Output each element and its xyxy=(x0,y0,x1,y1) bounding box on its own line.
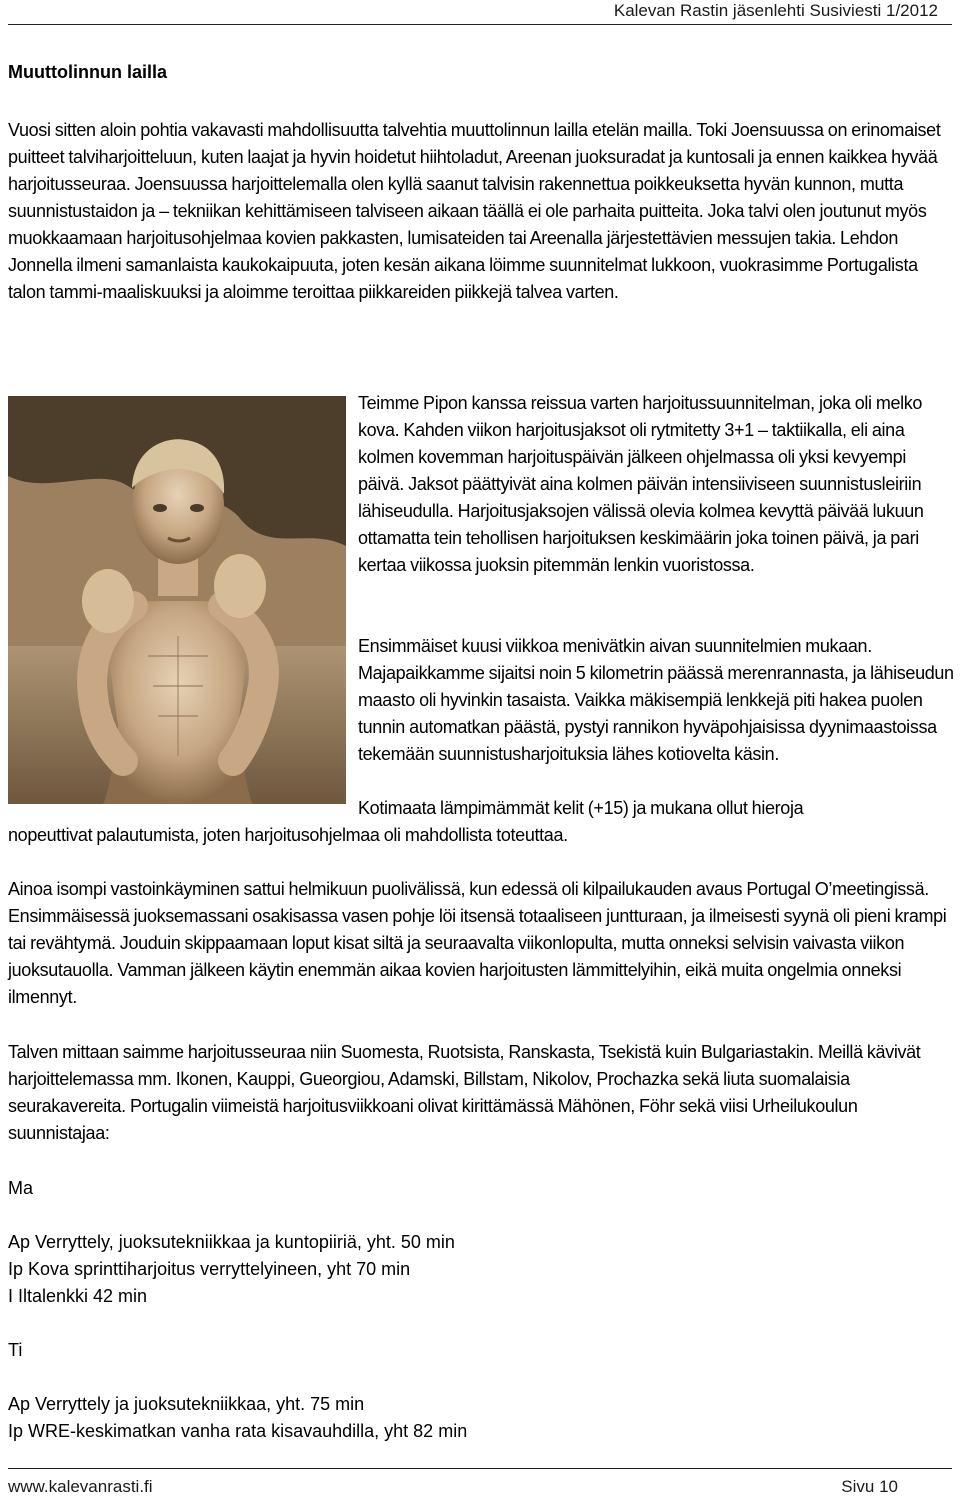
paragraph-first-weeks: Ensimmäiset kuusi viikkoa menivätkin aivan suunnitelmien mukaan. Majapaikkamme sijaitsi noin 5 kilometrin päässä merenrannasta, ja lähiseudun maasto oli hyvinkin tasaista. Vaikka mäkisempiä lenkkejä piti hakea puolen tunnin automatkan päästä, pystyi rannikon hyväpohjaisissa dyynimaastoissa tekemään suunnistusharjoituksia lähes kotiovelta käsin. xyxy=(358,636,954,764)
schedule-entry: Ip WRE-keskimatkan vanha rata kisavauhdilla, yht 82 min xyxy=(8,1421,468,1441)
paragraph-recovery-line: nopeuttivat palautumista, joten harjoitusohjelmaa oli mahdollista toteuttaa. xyxy=(8,825,568,845)
schedule-entry: I Iltalenkki 42 min xyxy=(8,1286,148,1306)
page-number: Sivu 10 xyxy=(841,1477,898,1496)
schedule-entry: Ap Verryttely ja juoksutekniikkaa, yht. 75 min xyxy=(8,1394,365,1414)
magazine-title: Kalevan Rastin jäsenlehti Susiviesti 1/2012 xyxy=(613,1,938,20)
schedule-entry: Ap Verryttely, juoksutekniikkaa ja kuntopiiriä, yht. 50 min xyxy=(8,1232,455,1252)
article-title: Muuttolinnun lailla xyxy=(8,62,167,82)
footer-divider xyxy=(8,1468,952,1469)
paragraph-training-partners: Talven mittaan saimme harjoitusseuraa niin Suomesta, Ruotsista, Ranskasta, Tsekistä kuin Bulgariastakin. Meillä kävivät harjoittelemassa mm. Ikonen, Kauppi, Gueorgiou, Adamski, Billstam, Nikolov, Prochazka sekä liuta suomalaisia seurakavereita. Portugalin viimeistä harjoitusviikkoani olivat kirittämässä Mähönen, Föhr sekä viisi Urheilukoulun suunnistajaa: xyxy=(8,1042,921,1143)
footer-website-link[interactable]: www.kalevanrasti.fi xyxy=(8,1477,153,1496)
schedule-entry: Ip Kova sprinttiharjoitus verryttelyineen, yht 70 min xyxy=(8,1259,411,1279)
paragraph-injury: Ainoa isompi vastoinkäyminen sattui helmikuun puolivälissä, kun edessä oli kilpailukauden avaus Portugal O’meetingissä. Ensimmäisessä juoksemassani osakisassa vasen pohje löi itsensä totaaliseen juntturaan, ja ilmeisesti syynä oli pieni krampi tai revähtymä. Jouduin skippaamaan loput kisat siltä ja seuraavalta viikonlopulta, mutta onneksi selvisin vaivasta viikon juoksutauolla. Vamman jälkeen käytin enemmän aikaa kovien harjoitusten lämmittelyihin, eikä muita ongelmia onneksi ilmennyt. xyxy=(8,879,947,1007)
paragraph-climate-line: Kotimaata lämpimämmät kelit (+15) ja mukana ollut hieroja xyxy=(358,798,804,818)
paragraph-training-plan: Teimme Pipon kanssa reissua varten harjoitussuunnitelman, joka oli melko kova. Kahden viikon harjoitusjaksot oli rytmitetty 3+1 – taktiikalla, eli aina kolmen kovemman harjoituspäivän jälkeen ohjelmassa oli yksi kevyempi päivä. Jaksot päättyivät aina kolmen päivän intensiiviseen suunnistusleiriin lähiseudulla. Harjoitusjaksojen välissä olevia kolmea kevyttä päivää lukuun ottamatta tein tehollisen harjoituksen keskimäärin joka toinen päivä, ja pari kertaa viikossa juoksin pitemmän lenkin vuoristossa. xyxy=(358,393,924,575)
schedule-day-tuesday: Ti xyxy=(8,1340,23,1360)
schedule-day-monday: Ma xyxy=(8,1178,34,1198)
athlete-photo xyxy=(8,396,346,804)
paragraph-intro: Vuosi sitten aloin pohtia vakavasti mahdollisuutta talvehtia muuttolinnun lailla etelän mailla. Toki Joensuussa on erinomaiset puitteet talviharjoitteluun, kuten laajat ja hyvin hoidetut hiihtoladut, Areenan juoksuradat ja kuntosali ja ennen kaikkea hyvää harjoitusseuraa. Joensuussa harjoittelemalla olen kyllä saanut talvisin rakennettua poikkeuksetta hyvän kunnon, mutta suunnistustaidon ja – tekniikan kehittämiseen talviseen aikaan täällä ei ole parhaita puitteita. Joka talvi olen joutunut myös muokkaamaan harjoitusohjelmaa kovien pakkasten, lumisateiden tai Areenalla järjestettävien messujen takia. Lehdon Jonnella ilmeni samanlaista kaukokaipuuta, joten kesän aikana löimme suunnitelmat lukkoon, vuokrasimme Portugalista talon tammi-maaliskuuksi ja aloimme teroittaa piikkareiden piikkejä talvea varten. xyxy=(8,120,941,302)
header-divider xyxy=(8,24,952,25)
